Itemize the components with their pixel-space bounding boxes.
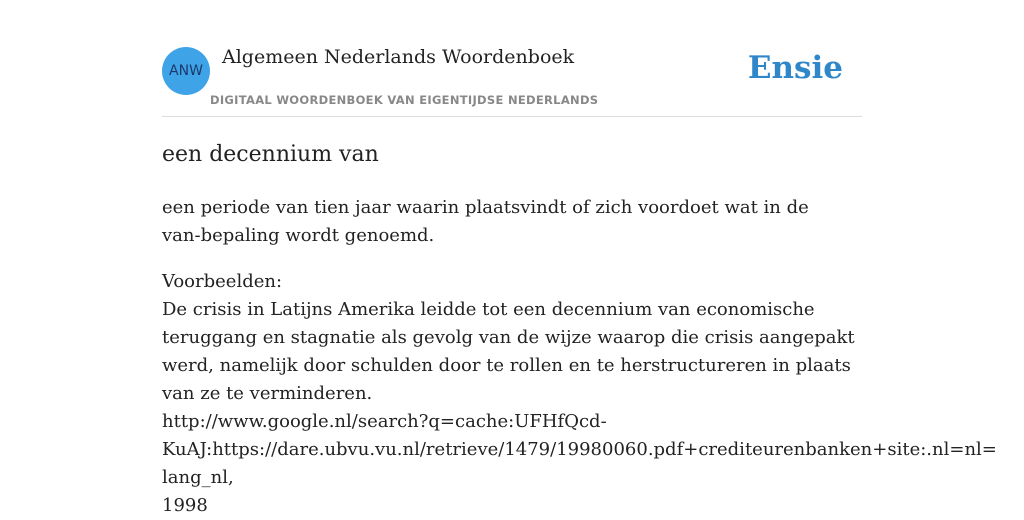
examples-label: Voorbeelden: — [162, 271, 283, 292]
example-source-line: KuAJ:https://dare.ubvu.vu.nl/retrieve/1479/19980060.pdf+crediteurenbanken+site:.nl=nl=lang_nl, — [162, 439, 997, 488]
entry-title: een decennium van — [162, 142, 379, 167]
site-subtitle: DIGITAAL WOORDENBOEK VAN EIGENTIJDSE NEDERLANDS — [210, 93, 599, 107]
example-source-line: 1998 — [162, 495, 208, 516]
example-source — [162, 408, 1002, 520]
example-source-line: http://www.google.nl/search?q=cache:UFHfQcd- — [162, 411, 607, 432]
site-title[interactable]: Algemeen Nederlands Woordenboek — [222, 46, 575, 68]
anw-logo[interactable]: ANW — [162, 47, 210, 95]
ensie-brand-logo[interactable]: Ensie — [747, 50, 843, 86]
example-text: De crisis in Latijns Amerika leidde tot een decennium van economische teruggang en stagnatie als gevolg van de wijze waarop die crisis aangepakt werd, namelijk door schulden door te rollen en te herstructureren in plaats van ze te verminderen. — [162, 299, 855, 404]
entry-content — [162, 136, 1002, 520]
site-header — [162, 40, 862, 117]
entry-definition: een periode van tien jaar waarin plaatsvindt of zich voordoet wat in de van-bepaling wordt genoemd. — [162, 197, 809, 246]
